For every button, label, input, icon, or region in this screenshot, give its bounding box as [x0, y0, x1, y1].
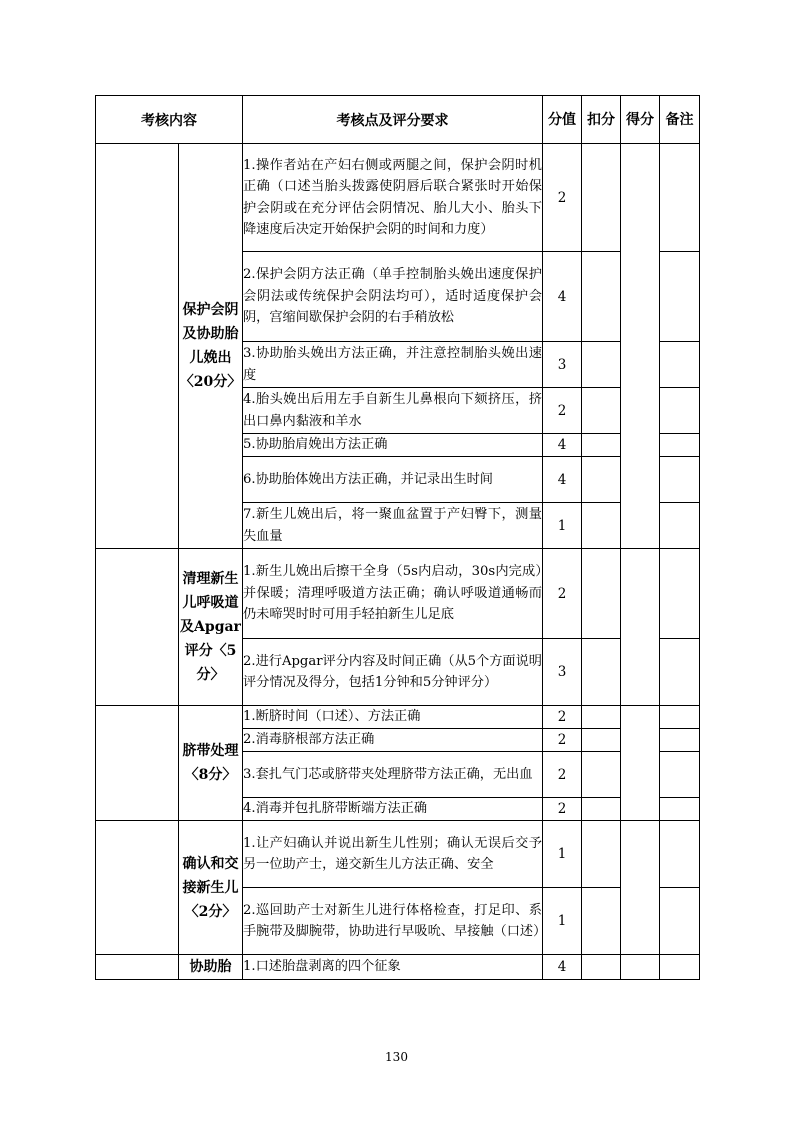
item-text: 6.协助胎体娩出方法正确，并记录出生时间 [243, 457, 543, 503]
section-title: 脐带处理〈8分〉 [179, 706, 243, 821]
header-deduct: 扣分 [582, 96, 621, 144]
deduct-cell[interactable] [582, 752, 621, 798]
item-text: 3.协助胎头娩出方法正确，并注意控制胎头娩出速度 [243, 342, 543, 388]
remark-cell[interactable] [660, 639, 700, 706]
section-blank-cell [96, 955, 179, 980]
item-text: 1.口述胎盘剥离的四个征象 [243, 955, 543, 980]
item-points: 4 [543, 955, 582, 980]
table-row [96, 706, 700, 729]
deduct-cell[interactable] [582, 955, 621, 980]
item-points: 3 [543, 342, 582, 388]
score-cell[interactable] [621, 549, 660, 706]
deduct-cell[interactable] [582, 706, 621, 729]
section-title: 协助胎 [179, 955, 243, 980]
item-text: 1.让产妇确认并说出新生儿性别；确认无误后交予另一位助产士，递交新生儿方法正确、安全 [243, 821, 543, 888]
remark-cell[interactable] [660, 752, 700, 798]
deduct-cell[interactable] [582, 888, 621, 955]
remark-cell[interactable] [660, 798, 700, 821]
item-points: 2 [543, 798, 582, 821]
item-points: 3 [543, 639, 582, 706]
table-row [96, 955, 700, 980]
item-text: 4.胎头娩出后用左手自新生儿鼻根向下颏挤压，挤出口鼻内黏液和羊水 [243, 388, 543, 434]
score-cell[interactable] [621, 821, 660, 955]
item-points: 2 [543, 706, 582, 729]
item-text: 4.消毒并包扎脐带断端方法正确 [243, 798, 543, 821]
deduct-cell[interactable] [582, 457, 621, 503]
exam-scoring-table [95, 95, 700, 980]
deduct-cell[interactable] [582, 342, 621, 388]
table-row [96, 144, 700, 252]
item-points: 1 [543, 821, 582, 888]
remark-cell[interactable] [660, 252, 700, 342]
remark-cell[interactable] [660, 342, 700, 388]
table-row [96, 549, 700, 639]
item-text: 1.操作者站在产妇右侧或两腿之间，保护会阴时机正确（口述当胎头拨露使阴唇后联合紧张时开始保护会阴或在充分评估会阴情况、胎儿大小、胎头下降速度后决定开始保护会阴的时间和力度） [243, 144, 543, 252]
section-blank-cell [96, 144, 179, 549]
item-points: 2 [543, 549, 582, 639]
remark-cell[interactable] [660, 888, 700, 955]
remark-cell[interactable] [660, 821, 700, 888]
section-blank-cell [96, 706, 179, 821]
item-text: 2.进行Apgar评分内容及时间正确（从5个方面说明评分情况及得分，包括1分钟和5分钟评分） [243, 639, 543, 706]
item-text: 3.套扎气门芯或脐带夹处理脐带方法正确，无出血 [243, 752, 543, 798]
score-cell[interactable] [621, 706, 660, 821]
item-points: 2 [543, 144, 582, 252]
remark-cell[interactable] [660, 503, 700, 549]
item-points: 2 [543, 388, 582, 434]
score-cell[interactable] [621, 144, 660, 549]
deduct-cell[interactable] [582, 549, 621, 639]
deduct-cell[interactable] [582, 639, 621, 706]
section-title: 确认和交接新生儿〈2分〉 [179, 821, 243, 955]
deduct-cell[interactable] [582, 821, 621, 888]
header-content: 考核内容 [96, 96, 243, 144]
item-points: 1 [543, 888, 582, 955]
score-cell[interactable] [621, 955, 660, 980]
deduct-cell[interactable] [582, 503, 621, 549]
header-requirements: 考核点及评分要求 [243, 96, 543, 144]
item-points: 2 [543, 729, 582, 752]
deduct-cell[interactable] [582, 729, 621, 752]
item-text: 2.消毒脐根部方法正确 [243, 729, 543, 752]
section-title: 清理新生儿呼吸道及Apgar评分〈5分〉 [179, 549, 243, 706]
page-number: 130 [385, 1050, 408, 1064]
header-score: 得分 [621, 96, 660, 144]
item-points: 4 [543, 252, 582, 342]
deduct-cell[interactable] [582, 798, 621, 821]
item-points: 4 [543, 434, 582, 457]
table-row [96, 821, 700, 888]
item-points: 4 [543, 457, 582, 503]
remark-cell[interactable] [660, 549, 700, 639]
remark-cell[interactable] [660, 457, 700, 503]
header-points: 分值 [543, 96, 582, 144]
section-blank-cell [96, 821, 179, 955]
item-points: 1 [543, 503, 582, 549]
deduct-cell[interactable] [582, 144, 621, 252]
remark-cell[interactable] [660, 955, 700, 980]
remark-cell[interactable] [660, 144, 700, 252]
deduct-cell[interactable] [582, 252, 621, 342]
header-remark: 备注 [660, 96, 700, 144]
remark-cell[interactable] [660, 388, 700, 434]
remark-cell[interactable] [660, 434, 700, 457]
item-text: 2.巡回助产士对新生儿进行体格检查，打足印、系手腕带及脚腕带，协助进行早吸吮、早接触（口述） [243, 888, 543, 955]
item-text: 1.新生儿娩出后擦干全身（5s内启动，30s内完成）并保暖；清理呼吸道方法正确；确认呼吸道通畅而仍未啼哭时时可用手轻拍新生儿足底 [243, 549, 543, 639]
remark-cell[interactable] [660, 706, 700, 729]
item-text: 5.协助胎肩娩出方法正确 [243, 434, 543, 457]
header-row [96, 96, 700, 144]
remark-cell[interactable] [660, 729, 700, 752]
deduct-cell[interactable] [582, 388, 621, 434]
section-title: 保护会阴及协助胎儿娩出〈20分〉 [179, 144, 243, 549]
table-body [96, 144, 700, 980]
item-points: 2 [543, 752, 582, 798]
item-text: 2.保护会阴方法正确（单手控制胎头娩出速度保护会阴法或传统保护会阴法均可），适时适度保护会阴，宫缩间歇保护会阴的右手稍放松 [243, 252, 543, 342]
item-text: 7.新生儿娩出后，将一聚血盆置于产妇臀下，测量失血量 [243, 503, 543, 549]
deduct-cell[interactable] [582, 434, 621, 457]
section-blank-cell [96, 549, 179, 706]
item-text: 1.断脐时间（口述）、方法正确 [243, 706, 543, 729]
